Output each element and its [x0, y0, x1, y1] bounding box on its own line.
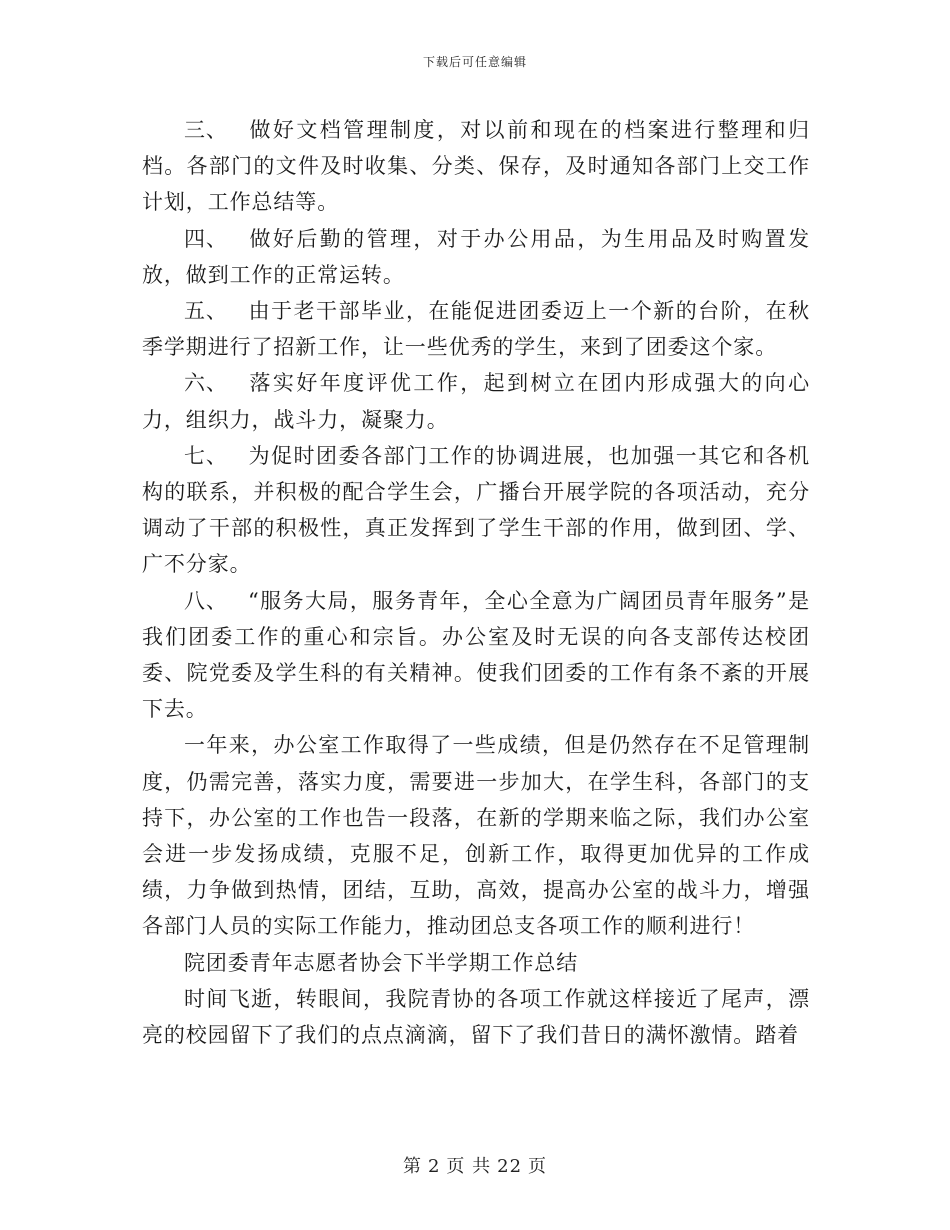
paragraph-text: “服务大局，服务青年，全心全意为广阔团员青年服务”是我们团委工作的重心和宗旨。办公室及时无误的向各支部传达校团委、院党委及学生科的有关精神。使我们团委的工作有条不紊的开展下去。 — [142, 588, 810, 722]
section-heading — [142, 945, 810, 981]
paragraph-text: 一年来，办公室工作取得了一些成绩，但是仍然存在不足管理制度，仍需完善，落实力度，需要进一步加大，在学生科，各部门的支持下，办公室的工作也告一段落，在新的学期来临之际，我们办公室会进一步发扬成绩，克服不足，创新工作，取得更加优异的工作成绩，力争做到热情，团结，互助，高效，提高办公室的战斗力，增强各部门人员的实际工作能力，推动团总支各项工作的顺利进行！ — [142, 733, 810, 939]
paragraph-item-6 — [142, 365, 810, 437]
item-number: 七、 — [184, 443, 228, 468]
page-header-note: 下载后可任意编辑 — [422, 55, 527, 69]
page-total: 22 — [497, 1156, 523, 1177]
item-number: 八、 — [184, 588, 228, 613]
paragraph-item-8 — [142, 583, 810, 728]
paragraph-item-4 — [142, 221, 810, 293]
paragraph-text: 院团委青年志愿者协会下半学期工作总结 — [184, 950, 579, 975]
item-number: 五、 — [184, 299, 228, 324]
page-label-pre: 第 — [402, 1156, 422, 1177]
page-label-post: 页 — [528, 1156, 548, 1177]
page-footer — [0, 1152, 950, 1178]
paragraph-text: 做好后勤的管理，对于办公用品，为生用品及时购置发放，做到工作的正常运转。 — [142, 226, 810, 287]
paragraph-item-7 — [142, 438, 810, 583]
paragraph-text: 做好文档管理制度，对以前和现在的档案进行整理和归档。各部门的文件及时收集、分类、保存，及时通知各部门上交工作计划，工作总结等。 — [142, 118, 810, 215]
paragraph-summary — [142, 727, 810, 944]
paragraph-item-5 — [142, 293, 810, 365]
paragraph-item-3 — [142, 112, 810, 221]
item-number: 四、 — [184, 226, 228, 251]
paragraph-text: 由于老干部毕业，在能促进团委迈上一个新的台阶，在秋季学期进行了招新工作，让一些优秀的学生，来到了团委这个家。 — [142, 299, 810, 360]
document-body — [142, 112, 810, 1053]
paragraph-text: 时间飞逝，转眼间，我院青协的各项工作就这样接近了尾声，漂亮的校园留下了我们的点点滴滴，留下了我们昔日的满怀激情。踏着 — [142, 986, 810, 1048]
item-number: 三、 — [184, 118, 228, 142]
item-number: 六、 — [184, 371, 228, 396]
page-label-mid: 页 共 — [446, 1156, 492, 1177]
paragraph-text: 落实好年度评优工作，起到树立在团内形成强大的向心力，组织力，战斗力，凝聚力。 — [142, 371, 810, 432]
paragraph-intro — [142, 981, 810, 1053]
paragraph-text: 为促时团委各部门工作的协调进展，也加强一其它和各机构的联系，并积极的配合学生会，广播台开展学院的各项活动，充分调动了干部的积极性，真正发挥到了学生干部的作用，做到团、学、广不分家。 — [142, 443, 810, 577]
page-number: 2 — [427, 1156, 441, 1177]
